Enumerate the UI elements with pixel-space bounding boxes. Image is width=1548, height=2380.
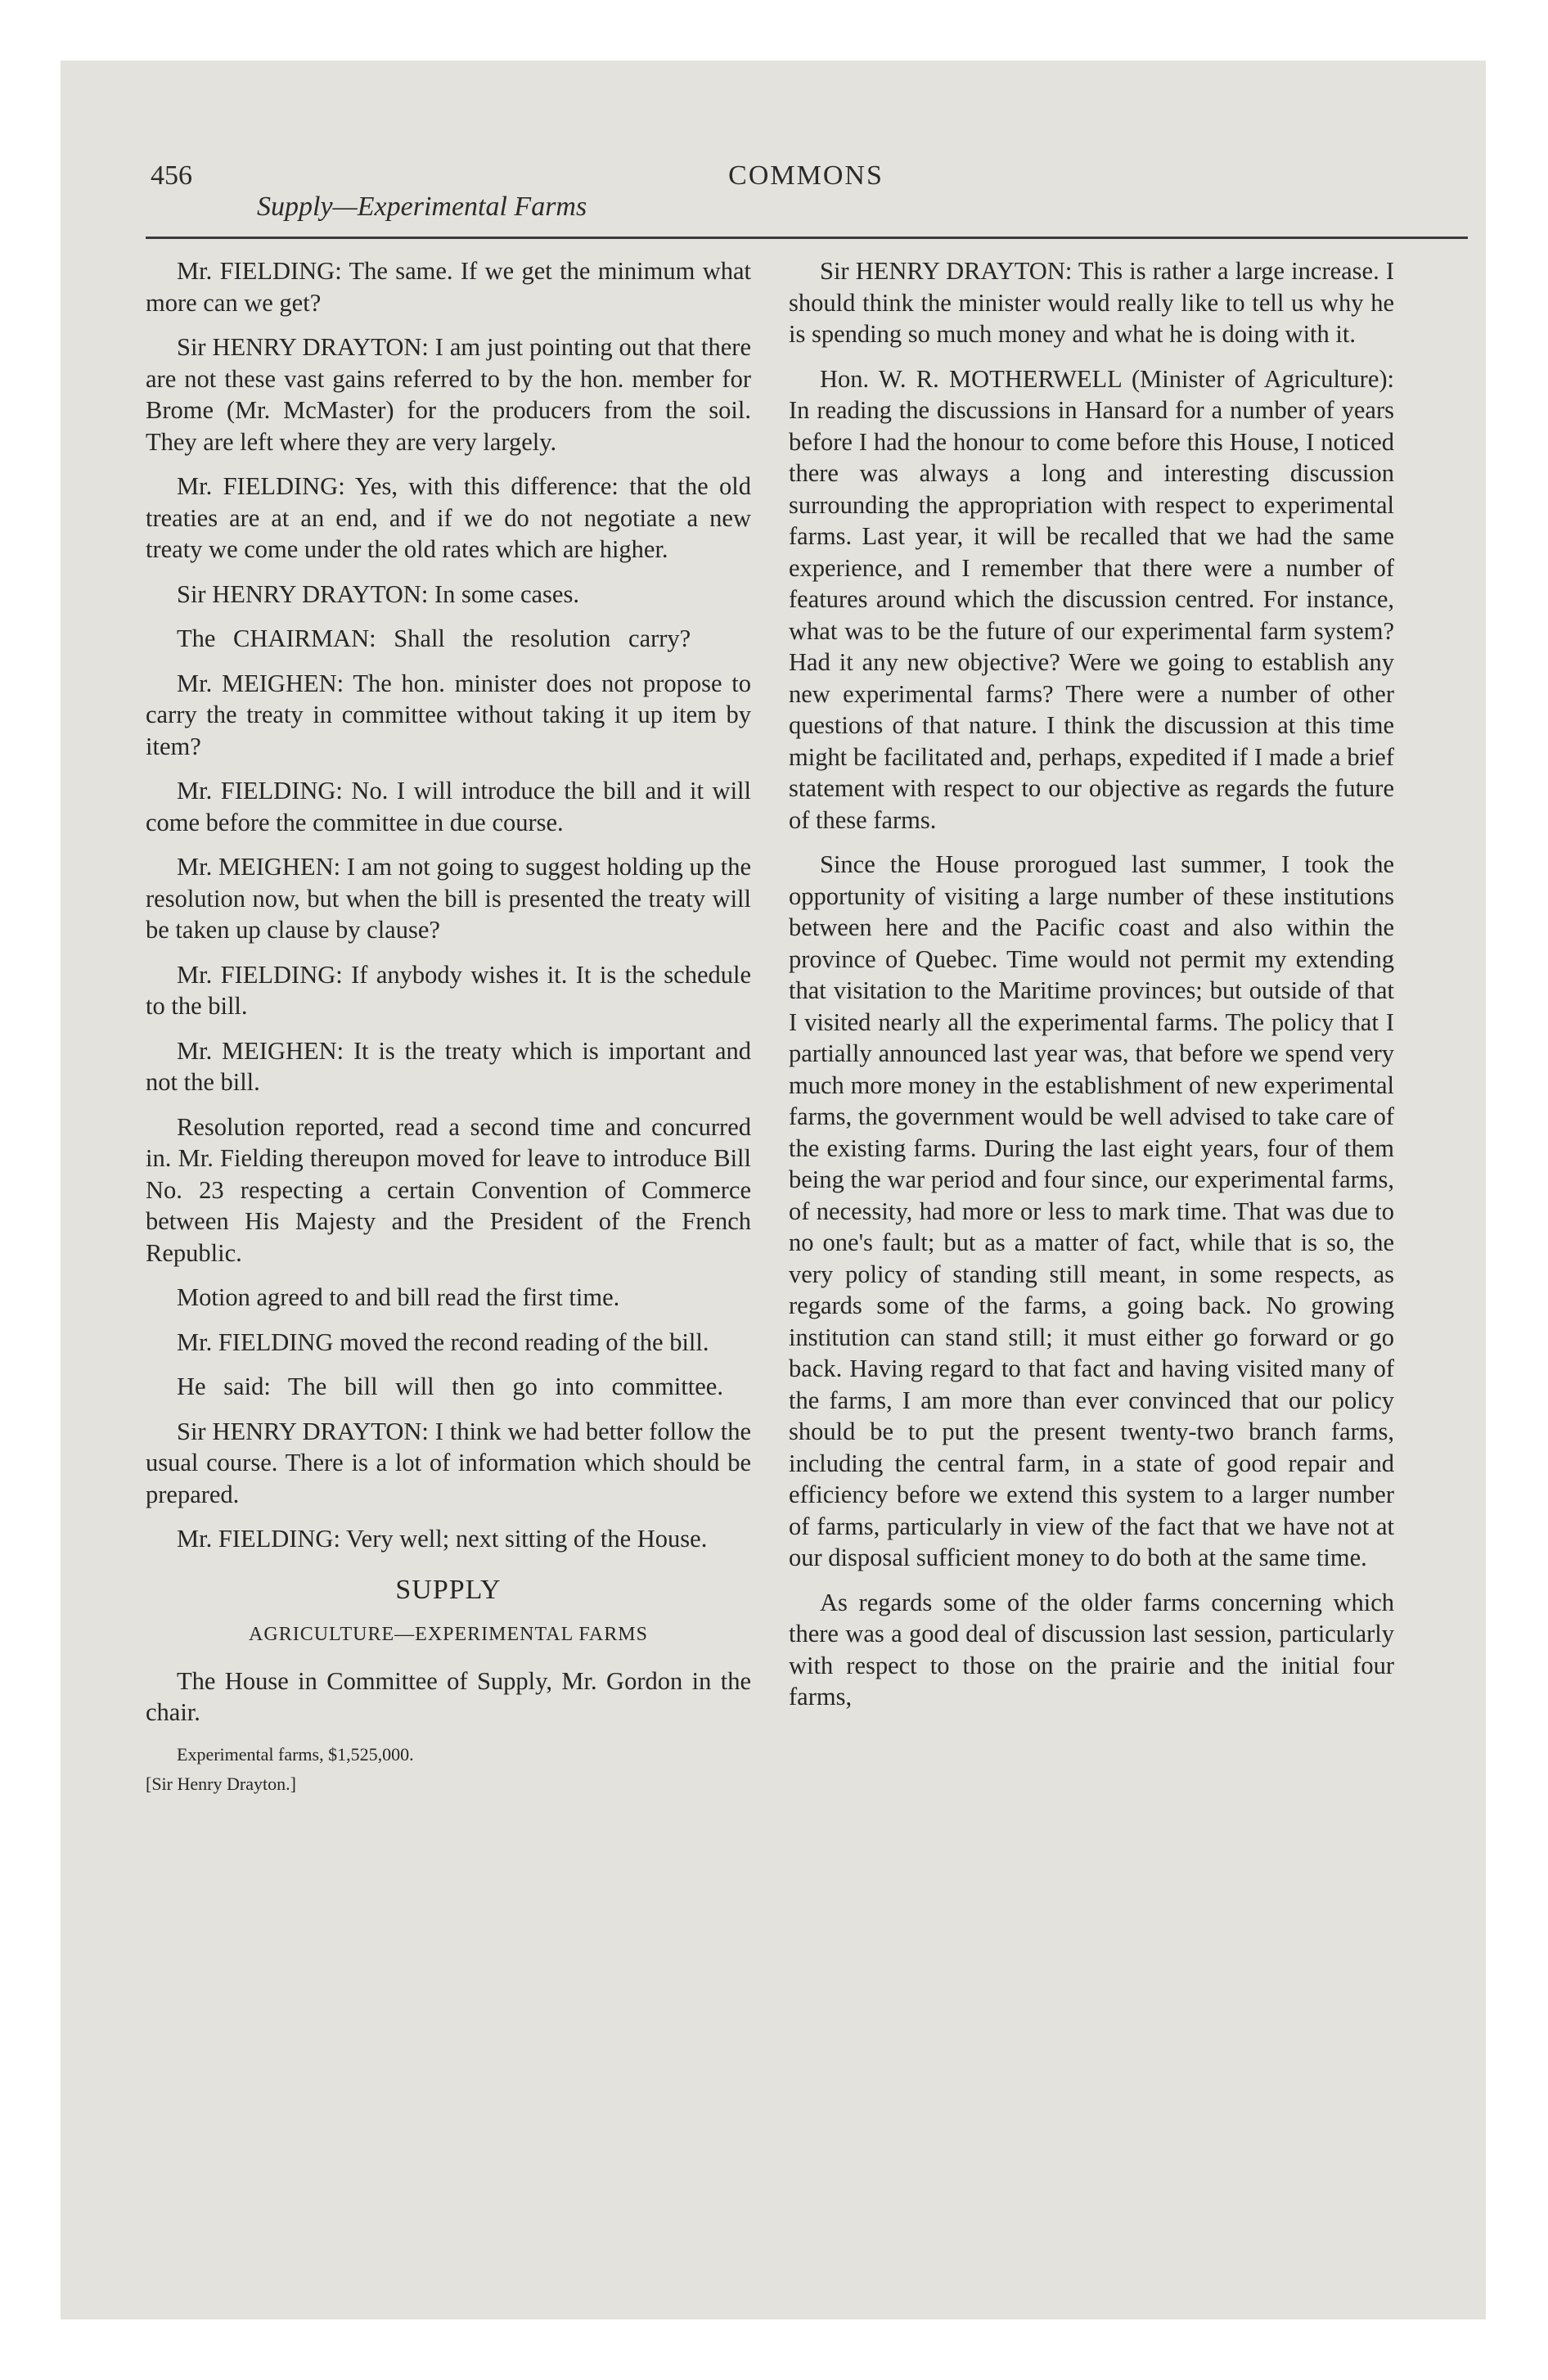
supply-heading: SUPPLY [395,1574,502,1605]
paragraph: Since the House prorogued last summer, I took the opportunity of visiting a large number of these institutions between here and the Pacific coast and also within the province of Quebec. Time would not permit my extending that visitation to the Maritime provinces; but outside of that I visited nearly all the experimental farms. The policy that I partially announced last year was, that before we spend very much more money in the establishment of new experimental farms, the government would be well advised to take care of the existing farms. During the last eight years, four of them being the war period and four since, our experimental farms, of necessity, had more or less to mark time. That was due to no one's fault; but as a matter of fact, while that is so, the very policy of standing still meant, in some respects, as regards some of the farms, a going back. No growing institution can stand still; it must either go forward or go back. Having regard to that fact and having visited many of the farms, I am more than ever convinced that our policy should be to put the present twenty-two branch farms, including the central farm, in a state of good repair and efficiency before we extend this system to a larger number of farms, particularly in view of the fact that we have not at our disposal sufficient money to do both at the same time. [789,850,1394,1571]
supply-item: Experimental farms, $1,525,000. [177,1743,414,1765]
paragraph: The House in Committee of Supply, Mr. Gordon in the chair. [146,1666,751,1726]
right-column [789,255,1394,1726]
paragraph: The CHAIRMAN: Shall the resolution carry? [177,624,691,652]
paragraph: Sir HENRY DRAYTON: In some cases. [177,579,579,608]
paragraph: Mr. FIELDING moved the recond reading of the bill. [177,1327,709,1356]
section-title: COMMONS [728,160,884,191]
paragraph: As regards some of the older farms concerning which there was a good deal of discussion last session, particularly with respect to those on the prairie and the initial four farms, [789,1588,1394,1711]
paragraph: Sir HENRY DRAYTON: I am just pointing out that there are not these vast gains referred to by the hon. member for Brome (Mr. McMaster) for the producers from the soil. They are left where they are very largely. [146,333,751,456]
left-column [146,255,751,1801]
supply-subheading: AGRICULTURE—EXPERIMENTAL FARMS [249,1624,648,1645]
running-head: Supply—Experimental Farms [257,192,587,222]
paragraph: He said: The bill will then go into committee. [177,1373,723,1400]
paragraph: Mr. MEIGHEN: It is the treaty which is important and not the bill. [146,1036,751,1096]
paragraph: Sir HENRY DRAYTON: I think we had better follow the usual course. There is a lot of information which should be prepared. [146,1417,751,1508]
speaker-note: [Sir Henry Drayton.] [146,1773,296,1794]
paragraph: Mr. FIELDING: If anybody wishes it. It is the schedule to the bill. [146,960,751,1020]
paragraph: Sir HENRY DRAYTON: This is rather a large increase. I should think the minister would really like to tell us why he is spending so much money and what he is doing with it. [789,257,1394,348]
paragraph: Mr. MEIGHEN: I am not going to suggest holding up the resolution now, but when the bill is presented the treaty will be taken up clause by clause? [146,853,751,944]
paragraph: Mr. FIELDING: No. I will introduce the bill and it will come before the committee in due course. [146,777,751,836]
paragraph: Mr. FIELDING: Very well; next sitting of the House. [177,1525,708,1553]
header-rule [146,237,1468,239]
paragraph: Motion agreed to and bill read the first time. [177,1283,620,1311]
hansard-page [61,61,1486,2319]
paragraph: Resolution reported, read a second time and concurred in. Mr. Fielding thereupon moved for leave to introduce Bill No. 23 respecting a certain Convention of Commerce between His Majesty and the President of the French Republic. [146,1112,751,1267]
paragraph: Mr. FIELDING: Yes, with this difference: that the old treaties are at an end, and if we do not negotiate a new treaty we come under the old rates which are higher. [146,472,751,563]
page-number: 456 [151,160,192,191]
paragraph: Mr. FIELDING: The same. If we get the minimum what more can we get? [146,257,751,317]
paragraph: Hon. W. R. MOTHERWELL (Minister of Agriculture): In reading the discussions in Hansard for a number of years before I had the honour to come before this House, I noticed there was always a long and interesting discussion surrounding the appropriation with respect to experimental farms. Last year, it will be recalled that we had the same experience, and I remember that there were a number of features around which the discussion centred. For instance, what was to be the future of our experimental farm system? Had it any new objective? Were we going to establish any new experimental farms? There were a number of other questions of that nature. I think the discussion at this time might be facilitated and, perhaps, expedited if I made a brief statement with respect to our objective as regards the future of these farms. [789,364,1394,834]
paragraph: Mr. MEIGHEN: The hon. minister does not propose to carry the treaty in committee without taking it up item by item? [146,669,751,760]
